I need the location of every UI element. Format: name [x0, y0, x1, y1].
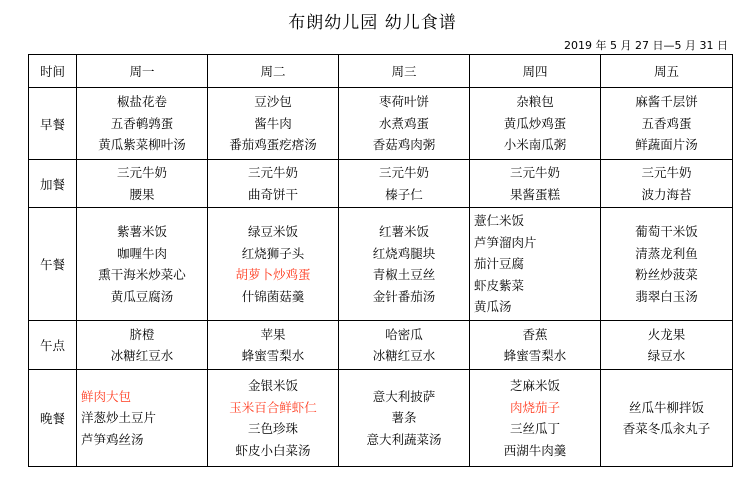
dish-item: 腰果	[129, 186, 155, 202]
menu-cell	[208, 88, 339, 160]
menu-cell	[208, 321, 339, 370]
dish-item: 苹果	[260, 326, 286, 342]
dish-item: 紫薯米饭	[116, 224, 167, 239]
dish-item: 鲜蔬面片汤	[635, 137, 698, 153]
meal-label: 午餐	[29, 208, 77, 321]
dish-list	[470, 210, 600, 318]
dish-item: 虾皮小白菜汤	[235, 442, 311, 458]
menu-cell	[339, 370, 470, 467]
dish-item: 粉丝炒菠菜	[635, 267, 698, 282]
dish-item: 芦笋鸡丝汤	[81, 431, 144, 447]
dish-list	[208, 91, 338, 156]
menu-cell	[339, 321, 470, 370]
dish-item: 酱牛肉	[254, 115, 292, 131]
dish-item: 芝麻米饭	[509, 378, 560, 393]
menu-cell	[77, 370, 208, 467]
meal-row-snack	[29, 160, 733, 208]
dish-item: 脐橙	[129, 326, 155, 342]
dish-item: 金银米饭	[247, 378, 298, 393]
dish-list	[208, 375, 338, 461]
dish-item: 葡萄干米饭	[635, 224, 698, 239]
menu-cell	[339, 160, 470, 208]
dish-item: 黄瓜汤	[474, 299, 512, 315]
dish-item: 三元牛奶	[641, 165, 692, 180]
dish-list	[77, 324, 207, 367]
menu-cell	[601, 160, 733, 208]
menu-cell	[470, 208, 601, 321]
dish-item: 意大利披萨	[372, 388, 436, 404]
menu-cell	[601, 370, 733, 467]
dish-item-highlighted: 肉烧茄子	[509, 399, 560, 415]
dish-list	[339, 221, 469, 307]
menu-cell	[470, 370, 601, 467]
dish-item: 熏干海米炒菜心	[98, 267, 186, 282]
dish-list	[601, 397, 732, 440]
dish-item: 榛子仁	[385, 186, 423, 202]
dish-item: 蜂蜜雪梨水	[241, 348, 305, 363]
dish-item: 清蒸龙利鱼	[635, 245, 698, 261]
dish-list	[601, 162, 732, 205]
dish-item: 冰糖红豆水	[110, 348, 174, 363]
dish-item: 意大利蔬菜汤	[366, 431, 442, 447]
meal-row-lunch	[29, 208, 733, 321]
dish-item: 蜂蜜雪梨水	[503, 348, 567, 363]
menu-cell	[601, 321, 733, 370]
dish-list	[339, 162, 469, 205]
menu-cell	[77, 321, 208, 370]
dish-item: 三元牛奶	[378, 165, 429, 180]
dish-item: 黄瓜炒鸡蛋	[503, 115, 567, 131]
dish-list	[601, 91, 732, 156]
header-day: 周二	[208, 55, 339, 88]
dish-item: 金针番茄汤	[372, 288, 436, 304]
dish-item: 椒盐花卷	[116, 94, 167, 110]
dish-item: 三元牛奶	[116, 165, 167, 180]
dish-list	[470, 162, 600, 205]
header-day: 周三	[339, 55, 470, 88]
dish-item: 三丝瓜丁	[509, 421, 560, 436]
dish-item: 冰糖红豆水	[372, 348, 436, 363]
dish-item: 红烧鸡腿块	[372, 245, 436, 261]
menu-cell	[470, 160, 601, 208]
dish-item-highlighted: 玉米百合鲜虾仁	[229, 399, 317, 415]
dish-item: 三色珍珠	[247, 421, 298, 436]
menu-cell	[470, 88, 601, 160]
dish-list	[470, 375, 600, 461]
dish-item: 香菇鸡肉粥	[372, 137, 436, 153]
header-day: 周一	[77, 55, 208, 88]
header-day: 周五	[601, 55, 733, 88]
meal-row-afternoon-snack	[29, 321, 733, 370]
meal-row-dinner	[29, 370, 733, 467]
meal-label: 加餐	[29, 160, 77, 208]
dish-item: 薯条	[391, 410, 417, 426]
menu-table	[28, 54, 733, 467]
dish-item: 香蕉	[522, 326, 548, 342]
menu-cell	[77, 160, 208, 208]
dish-item-highlighted: 鲜肉大包	[81, 388, 132, 404]
header-time: 时间	[29, 55, 77, 88]
header-day: 周四	[470, 55, 601, 88]
dish-list	[601, 324, 732, 367]
dish-item: 黄瓜紫菜柳叶汤	[98, 137, 186, 153]
dish-item-highlighted: 胡萝卜炒鸡蛋	[235, 267, 311, 282]
dish-list	[77, 386, 207, 451]
dish-item: 红薯米饭	[378, 224, 429, 239]
dish-item: 茄汁豆腐	[474, 256, 525, 272]
dish-item: 麻酱千层饼	[635, 94, 698, 110]
dish-list	[339, 386, 469, 451]
dish-item: 豆沙包	[254, 94, 292, 110]
dish-item: 西湖牛肉羹	[503, 442, 567, 458]
dish-list	[339, 91, 469, 156]
dish-list	[601, 221, 732, 307]
date-range: 2019 年 5 月 27 日—5 月 31 日	[564, 39, 728, 52]
dish-list	[208, 162, 338, 205]
dish-item: 波力海苔	[641, 186, 692, 202]
dish-item: 什锦菌菇羹	[241, 288, 305, 304]
dish-item: 洋葱炒土豆片	[81, 410, 157, 426]
dish-item: 小米南瓜粥	[503, 137, 567, 153]
dish-item: 番茄鸡蛋疙瘩汤	[229, 137, 317, 153]
dish-list	[77, 162, 207, 205]
menu-cell	[208, 208, 339, 321]
dish-list	[208, 324, 338, 367]
menu-cell	[601, 88, 733, 160]
dish-item: 三元牛奶	[509, 165, 560, 180]
dish-item: 果酱蛋糕	[509, 186, 560, 202]
menu-cell	[208, 160, 339, 208]
meal-row-breakfast	[29, 88, 733, 160]
dish-item: 水煮鸡蛋	[378, 115, 429, 131]
dish-item: 杂粮包	[516, 94, 554, 110]
dish-item: 绿豆米饭	[247, 224, 298, 239]
dish-list	[470, 324, 600, 367]
dish-item: 曲奇饼干	[247, 186, 298, 202]
dish-item: 枣荷叶饼	[378, 94, 429, 110]
dish-item: 火龙果	[647, 326, 686, 342]
meal-label: 晚餐	[29, 370, 77, 467]
dish-list	[208, 221, 338, 307]
page-title: 布朗幼儿园 幼儿食谱	[288, 13, 457, 33]
dish-item: 三元牛奶	[247, 165, 298, 180]
dish-item: 丝瓜牛柳拌饭	[628, 399, 704, 415]
menu-cell	[339, 208, 470, 321]
header-row	[29, 55, 733, 88]
dish-item: 虾皮紫菜	[474, 277, 525, 293]
dish-item: 芦笋溜肉片	[474, 234, 537, 250]
meal-label: 早餐	[29, 88, 77, 160]
dish-list	[339, 324, 469, 367]
dish-list	[77, 221, 207, 307]
dish-list	[470, 91, 600, 156]
dish-item: 五香鸡蛋	[641, 115, 692, 131]
menu-cell	[77, 208, 208, 321]
menu-cell	[77, 88, 208, 160]
menu-cell	[470, 321, 601, 370]
dish-item: 薏仁米饭	[474, 213, 525, 229]
dish-item: 咖喱牛肉	[116, 245, 167, 261]
dish-item: 红烧狮子头	[241, 245, 305, 261]
dish-item: 黄瓜豆腐汤	[110, 288, 174, 304]
meal-label: 午点	[29, 321, 77, 370]
dish-item: 绿豆水	[647, 348, 686, 363]
dish-item: 翡翠白玉汤	[635, 288, 698, 304]
dish-item: 香菜冬瓜汆丸子	[622, 421, 711, 436]
dish-item: 五香鹌鹑蛋	[110, 115, 174, 131]
menu-cell	[339, 88, 470, 160]
menu-cell	[208, 370, 339, 467]
dish-item: 哈密瓜	[385, 326, 423, 342]
dish-list	[77, 91, 207, 156]
menu-cell	[601, 208, 733, 321]
dish-item: 青椒土豆丝	[372, 267, 436, 282]
